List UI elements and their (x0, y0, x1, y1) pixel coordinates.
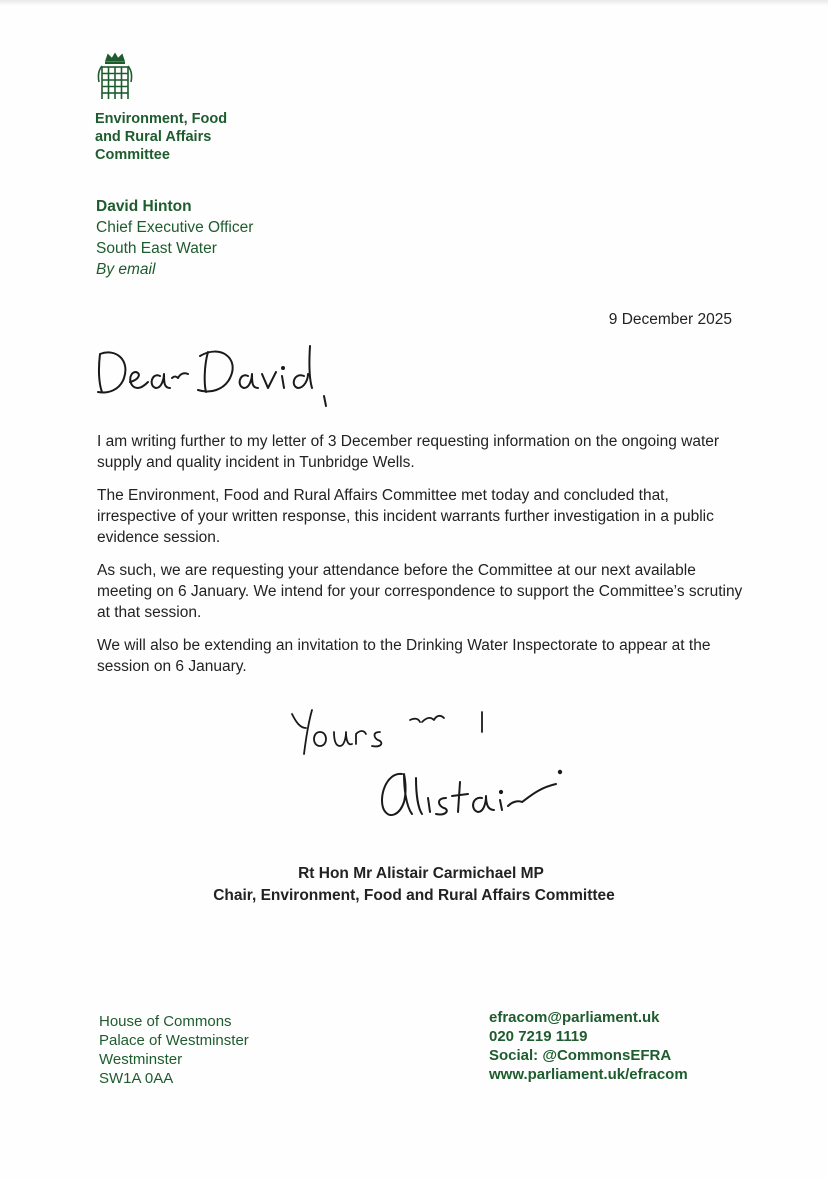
signatory-role: Chair, Environment, Food and Rural Affairs Committee (213, 887, 615, 904)
portcullis-icon (94, 52, 136, 104)
committee-line: Environment, Food (95, 111, 228, 127)
recipient-block (96, 196, 253, 280)
contact-phone: 020 7219 1119 (489, 1028, 588, 1045)
committee-line: Committee (95, 147, 170, 163)
body-paragraph: The Environment, Food and Rural Affairs Committee met today and concluded that, irrespective of your written response, this incident warrants further investigation in a public evidence session. (97, 487, 714, 546)
body-paragraph: I am writing further to my letter of 3 December requesting information on the ongoing water supply and quality incident in Tunbridge Wells. (97, 433, 720, 471)
postal-address (99, 1012, 249, 1088)
committee-line: and Rural Affairs (95, 129, 212, 145)
signatory-name: Rt Hon Mr Alistair Carmichael MP (298, 865, 544, 882)
contact-email: efracom@parliament.uk (489, 1009, 660, 1026)
letter-date: 9 December 2025 (608, 311, 732, 328)
address-line: House of Commons (99, 1013, 232, 1030)
signatory-block (0, 863, 828, 907)
recipient-title: Chief Executive Officer (96, 219, 254, 236)
letter-body (97, 431, 747, 689)
address-line: SW1A 0AA (99, 1070, 174, 1087)
body-paragraph: As such, we are requesting your attendance before the Committee at our next available meeting on 6 January. We intend for your correspondence to support the Committee’s scrutiny at that session. (97, 562, 743, 621)
recipient-organisation: South East Water (96, 240, 217, 257)
scan-edge (0, 0, 828, 6)
committee-name (95, 110, 227, 164)
body-paragraph: We will also be extending an invitation to the Drinking Water Inspectorate to appear at the session on 6 January. (97, 637, 711, 675)
address-line: Palace of Westminster (99, 1032, 249, 1049)
contact-website: www.parliament.uk/efracom (489, 1066, 688, 1083)
delivery-method: By email (96, 261, 156, 278)
contact-details (489, 1008, 688, 1084)
handwritten-salutation (90, 338, 350, 410)
contact-social: Social: @CommonsEFRA (489, 1047, 672, 1064)
signature (372, 758, 572, 830)
address-line: Westminster (99, 1051, 183, 1068)
recipient-name: David Hinton (96, 198, 192, 215)
handwritten-closing (284, 698, 514, 758)
